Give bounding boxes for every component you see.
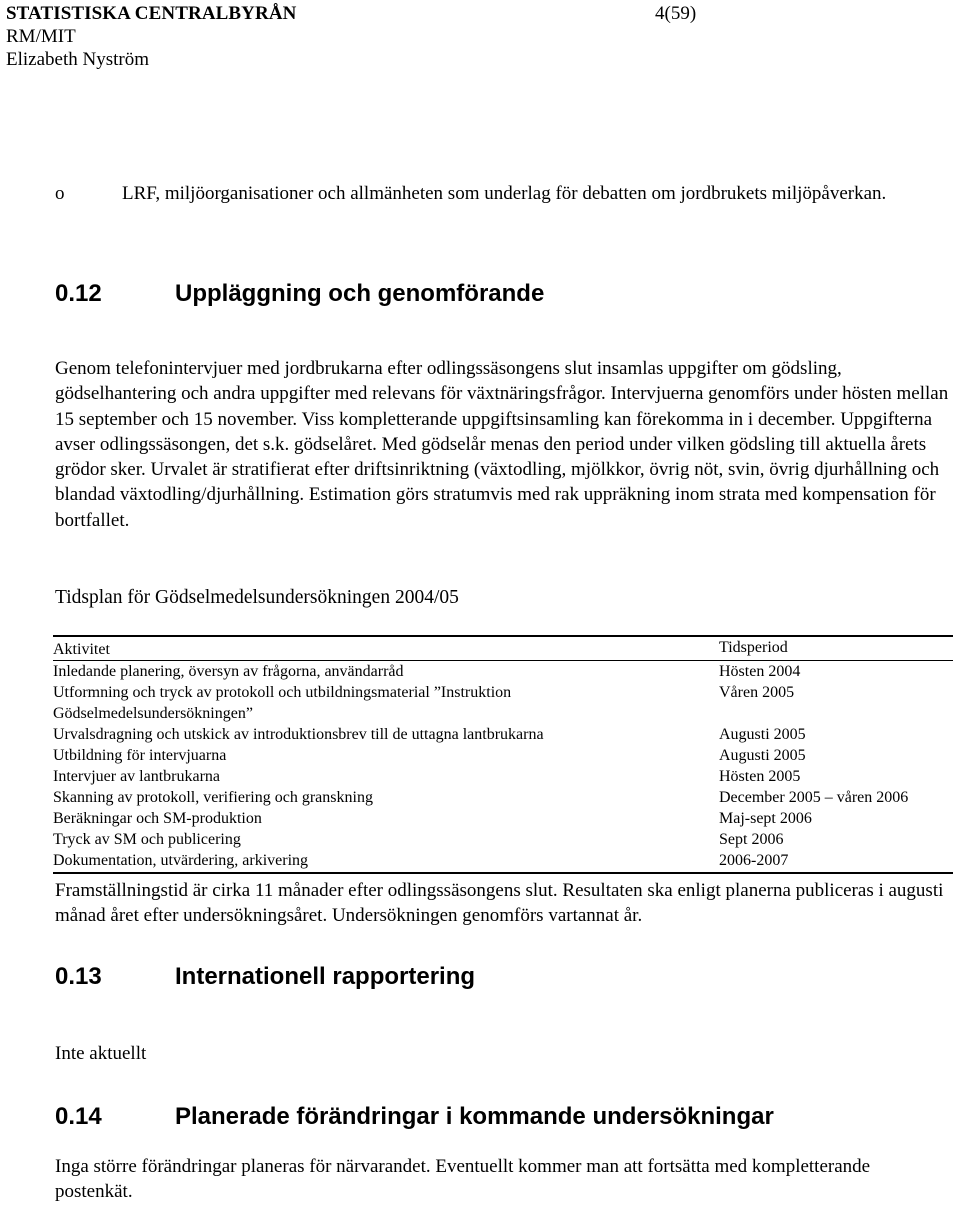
section-heading-014 [55,1103,774,1131]
column-header-activity: Aktivitet [53,641,110,658]
header-page-number: 4(59) [655,3,697,24]
period-cell: Augusti 2005 [719,726,806,743]
section-title: Internationell rapportering [175,963,476,990]
period-cell: Sept 2006 [719,831,784,848]
period-cell: December 2005 – våren 2006 [719,789,909,806]
table-row [53,808,953,829]
table-row [53,724,953,745]
activity-cell: Inledande planering, översyn av frågorna, användarråd [53,663,404,680]
table-row [53,661,953,682]
page-header [6,2,296,71]
activity-cell: Intervjuer av lantbrukarna [53,768,221,785]
planned-changes-paragraph: Inga större förändringar planeras för närvarandet. Eventuellt kommer man att fortsätta med kompletterande postenkät. [55,1156,871,1203]
activity-cell: Urvalsdragning och utskick av introduktionsbrev till de uttagna lantbrukarna [53,726,544,743]
activity-cell: Skanning av protokoll, verifiering och granskning [53,789,373,806]
section-title: Planerade förändringar i kommande undersökningar [175,1103,774,1130]
section-title: Uppläggning och genomförande [175,280,545,307]
period-cell: Hösten 2004 [719,663,801,680]
period-cell: Augusti 2005 [719,747,806,764]
schedule-title: Tidsplan för Gödselmedelsundersökningen 2004/05 [55,587,459,608]
table-row [53,682,953,724]
table-row [53,850,953,871]
section-number: 0.14 [55,1103,102,1130]
bullet-text: LRF, miljöorganisationer och allmänheten som underlag för debatten om jordbrukets miljöpåverkan. [122,183,887,204]
table-row [53,745,953,766]
table-body [53,661,953,872]
period-cell: Hösten 2005 [719,768,801,785]
column-header-period: Tidsperiod [719,639,788,656]
table-row [53,787,953,808]
header-unit: RM/MIT [6,26,76,47]
table-row [53,829,953,850]
timeframe-paragraph: Framställningstid är cirka 11 månader efter odlingssäsongens slut. Resultaten ska enligt planerna publiceras i augusti månad året efter undersökningsåret. Undersökningen genomförs vartannat år. [55,880,944,927]
schedule-table [53,635,953,874]
activity-cell: Dokumentation, utvärdering, arkivering [53,852,309,869]
section-number: 0.12 [55,280,102,307]
period-cell: Våren 2005 [719,684,795,701]
section-heading-013 [55,963,475,991]
header-agency: STATISTISKA CENTRALBYRÅN [6,3,297,24]
section-number: 0.13 [55,963,102,990]
section-heading-012 [55,280,544,308]
table-row [53,766,953,787]
international-paragraph: Inte aktuellt [55,1043,147,1064]
period-cell: Maj-sept 2006 [719,810,812,827]
header-author: Elizabeth Nyström [6,49,149,70]
bullet-marker: o [55,183,65,204]
period-cell: 2006-2007 [719,852,789,869]
method-paragraph: Genom telefonintervjuer med jordbrukarna efter odlingssäsongens slut insamlas uppgifter om gödsling, gödselhantering och andra uppgifter med relevans för växtnäringsfrågor. Intervjuerna genomförs under hösten mellan 15 september och 15 november. Viss kompletterande uppgiftsinsamling kan förekomma in i december. Uppgifterna avser odlingssäsongen, det s.k. gödselåret. Med gödselår menas den period under vilken gödsling till aktuella årets grödor sker. Urvalet är stratifierat efter driftsinriktning (växtodling, mjölkkor, övrig nöt, svin, övrig djurhållning och blandad växtodling/djurhållning. Estimation görs stratumvis med rak uppräkning inom strata med kompensation för bortfallet. [55,358,949,531]
activity-cell: Tryck av SM och publicering [53,831,241,848]
activity-cell: Utbildning för intervjuarna [53,747,227,764]
bullet-item [55,181,935,206]
table-header-row [53,637,953,661]
activity-cell: Utformning och tryck av protokoll och utbildningsmaterial ”Instruktion Gödselmedelsundersökningen” [53,684,512,722]
activity-cell: Beräkningar och SM-produktion [53,810,262,827]
